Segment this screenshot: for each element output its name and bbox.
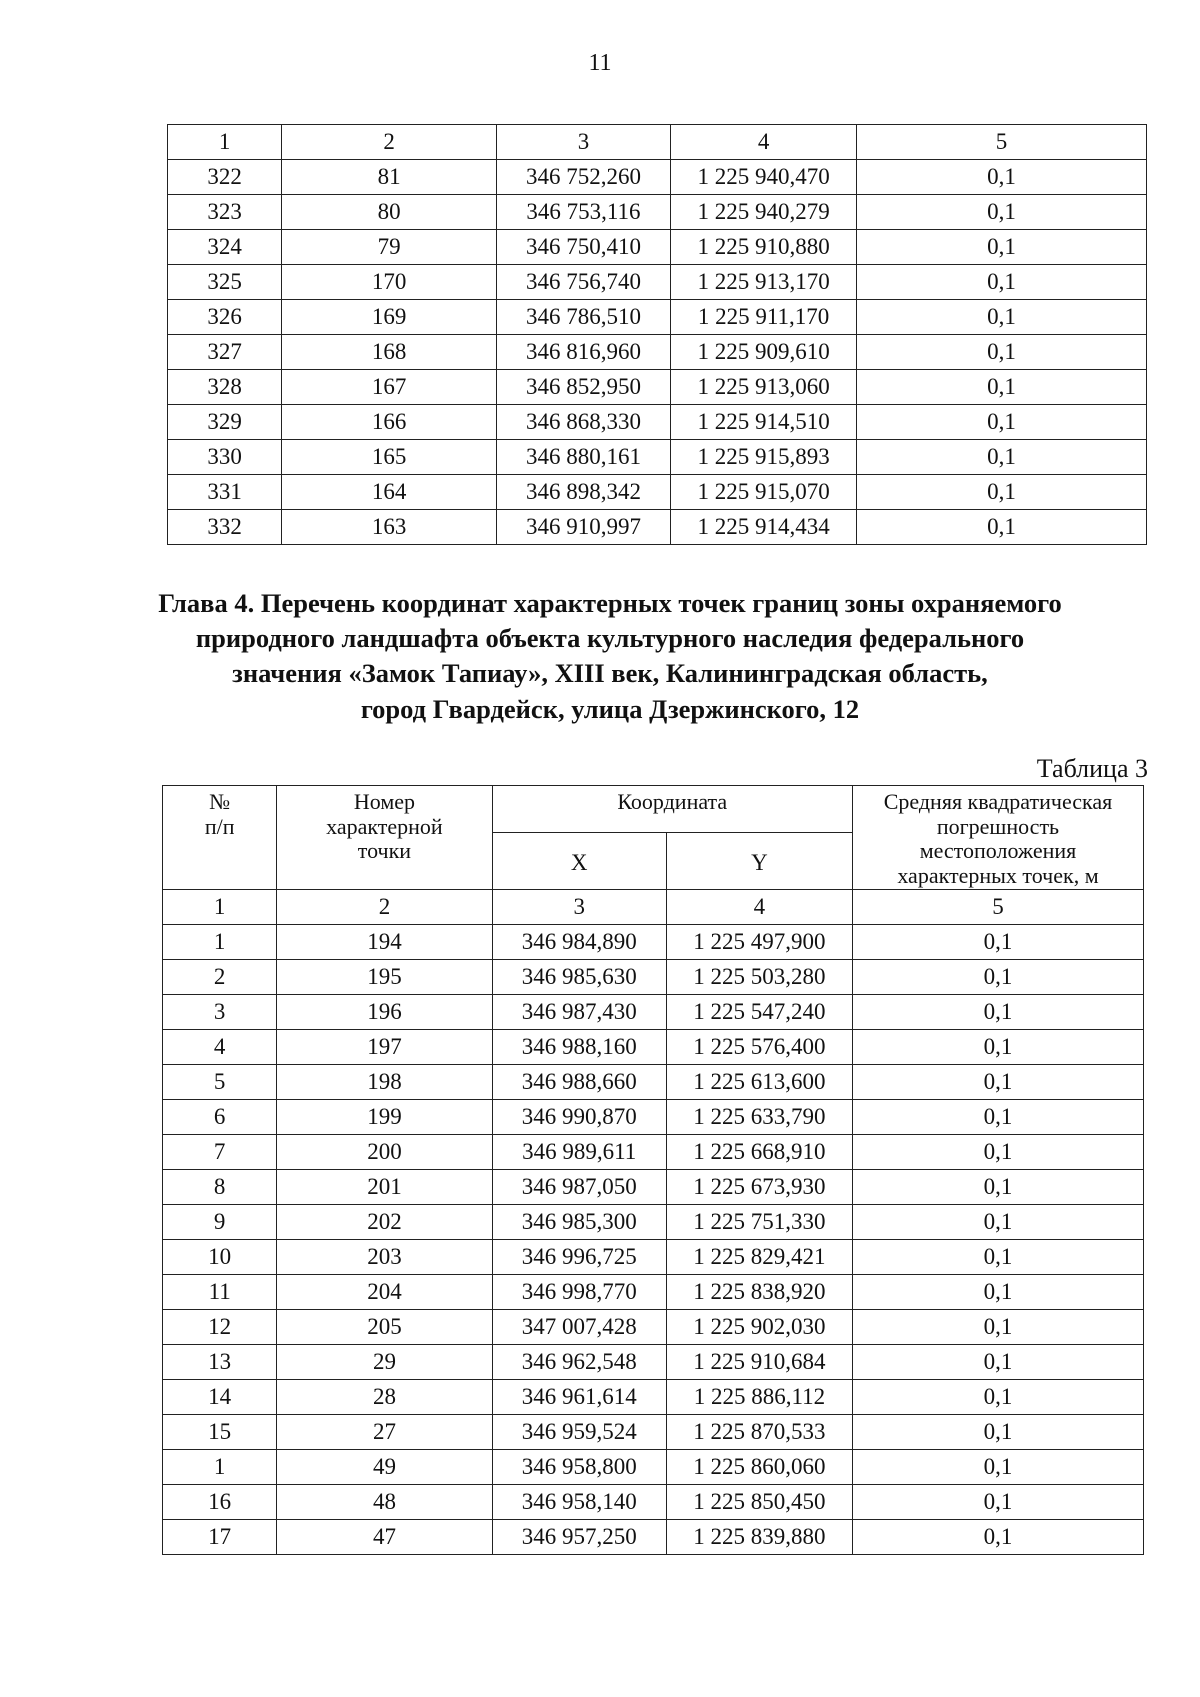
table-cell: 0,1	[852, 1380, 1143, 1415]
table-cell: 48	[277, 1485, 492, 1520]
table-cell: 346 756,740	[496, 265, 670, 300]
table-cell: 0,1	[857, 230, 1147, 265]
table-cell: 2	[282, 125, 497, 160]
table-cell: 1	[168, 125, 282, 160]
table-cell: 346 984,890	[492, 925, 666, 960]
table-cell: 346 990,870	[492, 1100, 666, 1135]
table-cell: 0,1	[852, 1450, 1143, 1485]
table-row	[163, 1065, 1144, 1100]
table-cell: 0,1	[857, 335, 1147, 370]
table-cell: 346 987,050	[492, 1170, 666, 1205]
table-cell: 0,1	[852, 1310, 1143, 1345]
table-cell: 170	[282, 265, 497, 300]
table-cell: 201	[277, 1170, 492, 1205]
table-cell: 16	[163, 1485, 277, 1520]
table-cell: 164	[282, 475, 497, 510]
table-row	[163, 1100, 1144, 1135]
table-cell: 1 225 915,893	[671, 440, 857, 475]
table-cell: 1 225 940,470	[671, 160, 857, 195]
table-cell: 1 225 497,900	[666, 925, 852, 960]
table-cell: 1 225 850,450	[666, 1485, 852, 1520]
table-cell: 0,1	[852, 1485, 1143, 1520]
table-cell: 0,1	[857, 195, 1147, 230]
table-cell: 4	[666, 890, 852, 925]
table-cell: 323	[168, 195, 282, 230]
table-cell: 1 225 913,060	[671, 370, 857, 405]
chapter-heading-line: значения «Замок Тапиау», XIII век, Калининградская область,	[232, 658, 988, 689]
table-row	[163, 925, 1144, 960]
table-cell: 204	[277, 1275, 492, 1310]
table-cell: 2	[277, 890, 492, 925]
table-row	[163, 995, 1144, 1030]
table-cell: 28	[277, 1380, 492, 1415]
header-point-number	[277, 786, 492, 890]
table-cell: 0,1	[852, 1170, 1143, 1205]
table-row	[168, 335, 1147, 370]
table-cell: 1 225 576,400	[666, 1030, 852, 1065]
table-cell: 346 988,160	[492, 1030, 666, 1065]
header-text: характерных точек, м	[897, 862, 1099, 888]
table-cell: 0,1	[852, 1520, 1143, 1555]
table-cell: 346 987,430	[492, 995, 666, 1030]
table-cell: 1 225 914,434	[671, 510, 857, 545]
table-row	[163, 1450, 1144, 1485]
table-cell: 194	[277, 925, 492, 960]
table-row	[168, 370, 1147, 405]
table-cell: 346 852,950	[496, 370, 670, 405]
table-cell: 0,1	[852, 960, 1143, 995]
chapter-heading-line: Глава 4. Перечень координат характерных точек границ зоны охраняемого	[158, 588, 1062, 618]
table-row	[168, 475, 1147, 510]
table-cell: 167	[282, 370, 497, 405]
table-cell: 346 910,997	[496, 510, 670, 545]
table-cell: 0,1	[852, 1100, 1143, 1135]
table-cell: 203	[277, 1240, 492, 1275]
table-cell: 49	[277, 1450, 492, 1485]
table-cell: 0,1	[852, 1415, 1143, 1450]
table-cell: 13	[163, 1345, 277, 1380]
table-cell: 169	[282, 300, 497, 335]
table-cell: 5	[857, 125, 1147, 160]
table-cell: 197	[277, 1030, 492, 1065]
table-cell: 6	[163, 1100, 277, 1135]
table-cell: 10	[163, 1240, 277, 1275]
chapter-heading-line: город Гвардейск, улица Дзержинского, 12	[360, 693, 860, 724]
table-cell: 1 225 915,070	[671, 475, 857, 510]
table-cell: 196	[277, 995, 492, 1030]
table-cell: 9	[163, 1205, 277, 1240]
table-cell: 1 225 910,880	[671, 230, 857, 265]
table-cell: 0,1	[852, 1275, 1143, 1310]
table-cell: 17	[163, 1520, 277, 1555]
table-row	[163, 1310, 1144, 1345]
table-cell: 200	[277, 1135, 492, 1170]
header-text: точки	[357, 838, 412, 864]
table-cell: 166	[282, 405, 497, 440]
table-cell: 1 225 914,510	[671, 405, 857, 440]
table-cell: 1 225 860,060	[666, 1450, 852, 1485]
table-cell: 4	[163, 1030, 277, 1065]
table-cell: 325	[168, 265, 282, 300]
table-cell: 0,1	[852, 1205, 1143, 1240]
table-cell: 346 786,510	[496, 300, 670, 335]
table-cell: 0,1	[857, 475, 1147, 510]
table-cell: 0,1	[852, 1345, 1143, 1380]
table-cell: 1 225 751,330	[666, 1205, 852, 1240]
table-cell: 346 989,611	[492, 1135, 666, 1170]
table-cell: 0,1	[852, 1065, 1143, 1100]
table-cell: 1 225 838,920	[666, 1275, 852, 1310]
table-cell: 5	[163, 1065, 277, 1100]
header-text: №	[209, 789, 231, 814]
header-text: погрешность	[936, 813, 1060, 839]
table-row	[168, 230, 1147, 265]
table-cell: 1 225 547,240	[666, 995, 852, 1030]
table-row	[168, 195, 1147, 230]
table-cell: 332	[168, 510, 282, 545]
table-cell: 346 898,342	[496, 475, 670, 510]
table-row	[163, 1415, 1144, 1450]
header-text: местоположения	[919, 838, 1077, 864]
table-cell: 80	[282, 195, 497, 230]
table-cell: 346 985,300	[492, 1205, 666, 1240]
table-cell: 346 753,116	[496, 195, 670, 230]
table-cell: 2	[163, 960, 277, 995]
table-cell: 1 225 829,421	[666, 1240, 852, 1275]
table-cell: 3	[492, 890, 666, 925]
table-cell: 11	[163, 1275, 277, 1310]
table-cell: 326	[168, 300, 282, 335]
table-cell: 4	[671, 125, 857, 160]
header-x: X	[492, 833, 666, 890]
header-text: Номер	[353, 789, 416, 814]
table-cell: 0,1	[857, 405, 1147, 440]
table-cell: 47	[277, 1520, 492, 1555]
table-cell: 0,1	[852, 1030, 1143, 1065]
header-text: Средняя квадратическая	[883, 789, 1113, 814]
table-cell: 5	[852, 890, 1143, 925]
table-cell: 346 957,250	[492, 1520, 666, 1555]
table-cell: 346 752,260	[496, 160, 670, 195]
table-cell: 327	[168, 335, 282, 370]
table-cell: 12	[163, 1310, 277, 1345]
table-cell: 346 998,770	[492, 1275, 666, 1310]
chapter-heading-line: природного ландшафта объекта культурного наследия федерального	[195, 623, 1025, 654]
table-cell: 1 225 503,280	[666, 960, 852, 995]
table-cell: 331	[168, 475, 282, 510]
table-cell: 15	[163, 1415, 277, 1450]
table-cell: 324	[168, 230, 282, 265]
coordinates-table-3	[162, 785, 1144, 1555]
table-cell: 202	[277, 1205, 492, 1240]
table-cell: 198	[277, 1065, 492, 1100]
table-cell: 346 880,161	[496, 440, 670, 475]
page-number: 11	[588, 50, 612, 76]
table-cell: 0,1	[852, 1135, 1143, 1170]
table-cell: 27	[277, 1415, 492, 1450]
table-cell: 1 225 673,930	[666, 1170, 852, 1205]
table-cell: 346 750,410	[496, 230, 670, 265]
table-row	[168, 440, 1147, 475]
chapter-heading	[130, 586, 1090, 727]
table-cell: 79	[282, 230, 497, 265]
header-y: Y	[666, 833, 852, 890]
table-cell: 1 225 940,279	[671, 195, 857, 230]
table-cell: 346 961,614	[492, 1380, 666, 1415]
top-table-body	[168, 125, 1147, 545]
table-cell: 29	[277, 1345, 492, 1380]
table-cell: 346 988,660	[492, 1065, 666, 1100]
table-cell: 195	[277, 960, 492, 995]
table-cell: 346 962,548	[492, 1345, 666, 1380]
table-cell: 1 225 613,600	[666, 1065, 852, 1100]
table-cell: 346 996,725	[492, 1240, 666, 1275]
table-row	[168, 300, 1147, 335]
table-cell: 7	[163, 1135, 277, 1170]
table-cell: 346 816,960	[496, 335, 670, 370]
table-cell: 347 007,428	[492, 1310, 666, 1345]
table-row	[163, 1170, 1144, 1205]
table-cell: 346 958,140	[492, 1485, 666, 1520]
table-cell: 0,1	[852, 925, 1143, 960]
table-cell: 1 225 910,684	[666, 1345, 852, 1380]
table-cell: 3	[163, 995, 277, 1030]
table-cell: 168	[282, 335, 497, 370]
table-cell: 346 959,524	[492, 1415, 666, 1450]
table-cell: 0,1	[857, 300, 1147, 335]
table-row	[163, 960, 1144, 995]
header-text: п/п	[204, 813, 235, 839]
table-row	[163, 1135, 1144, 1170]
table-cell: 1 225 911,170	[671, 300, 857, 335]
table-row	[163, 1485, 1144, 1520]
table-cell: 1 225 633,790	[666, 1100, 852, 1135]
table-cell: 0,1	[852, 1240, 1143, 1275]
header-text: характерной	[326, 813, 443, 839]
table-cell: 0,1	[857, 265, 1147, 300]
table-row	[168, 160, 1147, 195]
table-cell: 165	[282, 440, 497, 475]
table-cell: 1	[163, 890, 277, 925]
table-cell: 0,1	[857, 510, 1147, 545]
table-cell: 0,1	[852, 995, 1143, 1030]
table-cell: 14	[163, 1380, 277, 1415]
table-caption: Таблица 3	[1036, 754, 1148, 783]
table-cell: 328	[168, 370, 282, 405]
table-cell: 0,1	[857, 440, 1147, 475]
table-row	[163, 1380, 1144, 1415]
main-table-body	[163, 786, 1144, 1555]
header-coordinate: Координата	[492, 786, 852, 833]
table-cell: 1 225 668,910	[666, 1135, 852, 1170]
header-mean-error	[852, 786, 1143, 890]
table-cell: 346 985,630	[492, 960, 666, 995]
table-row	[163, 1205, 1144, 1240]
table-cell: 0,1	[857, 160, 1147, 195]
table-row	[163, 1240, 1144, 1275]
table-row	[168, 265, 1147, 300]
table-cell: 8	[163, 1170, 277, 1205]
table-row	[168, 405, 1147, 440]
table-cell: 1	[163, 1450, 277, 1485]
table-cell: 346 868,330	[496, 405, 670, 440]
table-cell: 1 225 902,030	[666, 1310, 852, 1345]
table-row	[163, 1275, 1144, 1310]
header-row	[163, 786, 1144, 833]
table-cell: 1	[163, 925, 277, 960]
table-row	[163, 1345, 1144, 1380]
table-cell: 199	[277, 1100, 492, 1135]
coordinates-table-continued	[167, 124, 1147, 545]
table-cell: 1 225 870,533	[666, 1415, 852, 1450]
table-cell: 329	[168, 405, 282, 440]
table-cell: 1 225 839,880	[666, 1520, 852, 1555]
table-index-row	[168, 125, 1147, 160]
table-cell: 330	[168, 440, 282, 475]
table-cell: 163	[282, 510, 497, 545]
table-cell: 346 958,800	[492, 1450, 666, 1485]
table-cell: 205	[277, 1310, 492, 1345]
table-cell: 0,1	[857, 370, 1147, 405]
table-cell: 81	[282, 160, 497, 195]
table-cell: 322	[168, 160, 282, 195]
table-row	[163, 1030, 1144, 1065]
table-index-row	[163, 890, 1144, 925]
header-num	[163, 786, 277, 890]
table-cell: 3	[496, 125, 670, 160]
table-row	[163, 1520, 1144, 1555]
table-cell: 1 225 913,170	[671, 265, 857, 300]
table-cell: 1 225 886,112	[666, 1380, 852, 1415]
table-cell: 1 225 909,610	[671, 335, 857, 370]
table-row	[168, 510, 1147, 545]
